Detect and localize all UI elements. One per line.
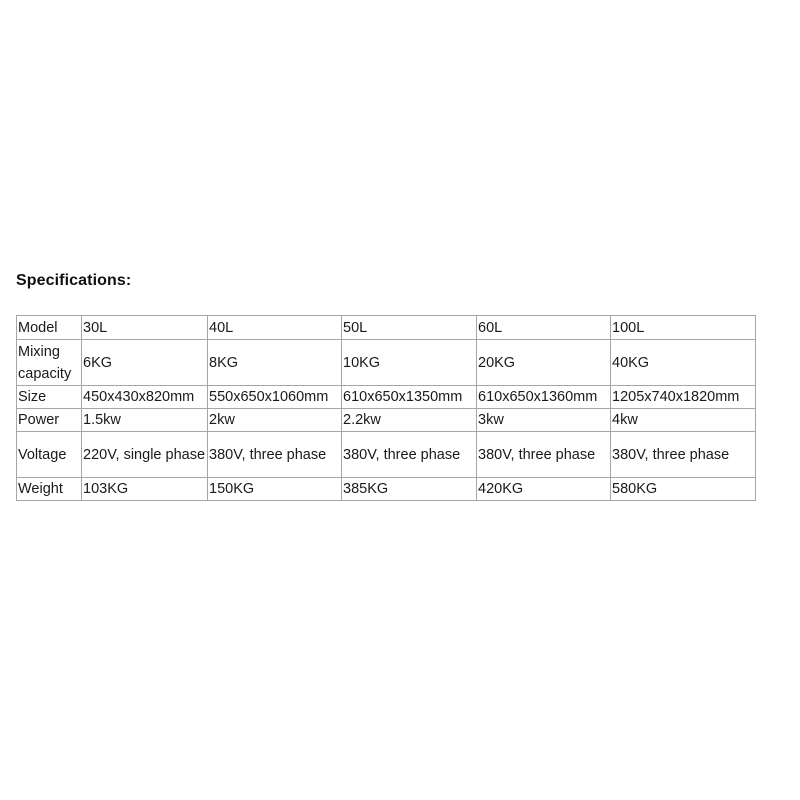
row-label-power: Power xyxy=(17,409,82,432)
table-cell: 2.2kw xyxy=(342,409,477,432)
table-row-mixing-capacity xyxy=(17,340,756,386)
specifications-table xyxy=(16,315,756,501)
table-cell: 150KG xyxy=(208,478,342,501)
table-cell: 30L xyxy=(82,316,208,340)
table-cell: 220V, single phase xyxy=(82,432,208,478)
table-cell: 100L xyxy=(611,316,756,340)
row-label-voltage: Voltage xyxy=(17,432,82,478)
table-cell: 1205x740x1820mm xyxy=(611,386,756,409)
table-cell: 610x650x1360mm xyxy=(477,386,611,409)
table-cell: 2kw xyxy=(208,409,342,432)
row-label-weight: Weight xyxy=(17,478,82,501)
table-cell: 420KG xyxy=(477,478,611,501)
table-cell: 610x650x1350mm xyxy=(342,386,477,409)
row-label-mixing-capacity: Mixing capacity xyxy=(17,340,82,386)
table-row-power xyxy=(17,409,756,432)
table-cell: 3kw xyxy=(477,409,611,432)
table-cell: 385KG xyxy=(342,478,477,501)
table-cell: 580KG xyxy=(611,478,756,501)
table-cell: 40L xyxy=(208,316,342,340)
table-cell: 380V, three phase xyxy=(477,432,611,478)
table-row-size xyxy=(17,386,756,409)
table-cell: 103KG xyxy=(82,478,208,501)
table-cell: 10KG xyxy=(342,340,477,386)
table-cell: 450x430x820mm xyxy=(82,386,208,409)
row-label-model: Model xyxy=(17,316,82,340)
table-row-model xyxy=(17,316,756,340)
table-cell: 8KG xyxy=(208,340,342,386)
row-label-size: Size xyxy=(17,386,82,409)
table-cell: 1.5kw xyxy=(82,409,208,432)
table-cell: 4kw xyxy=(611,409,756,432)
specifications-heading: Specifications: xyxy=(16,272,132,289)
table-cell: 6KG xyxy=(82,340,208,386)
table-cell: 380V, three phase xyxy=(611,432,756,478)
table-cell: 550x650x1060mm xyxy=(208,386,342,409)
table-cell: 50L xyxy=(342,316,477,340)
table-cell: 40KG xyxy=(611,340,756,386)
table-cell: 380V, three phase xyxy=(342,432,477,478)
table-cell: 380V, three phase xyxy=(208,432,342,478)
table-row-voltage xyxy=(17,432,756,478)
table-row-weight xyxy=(17,478,756,501)
table-cell: 20KG xyxy=(477,340,611,386)
table-cell: 60L xyxy=(477,316,611,340)
